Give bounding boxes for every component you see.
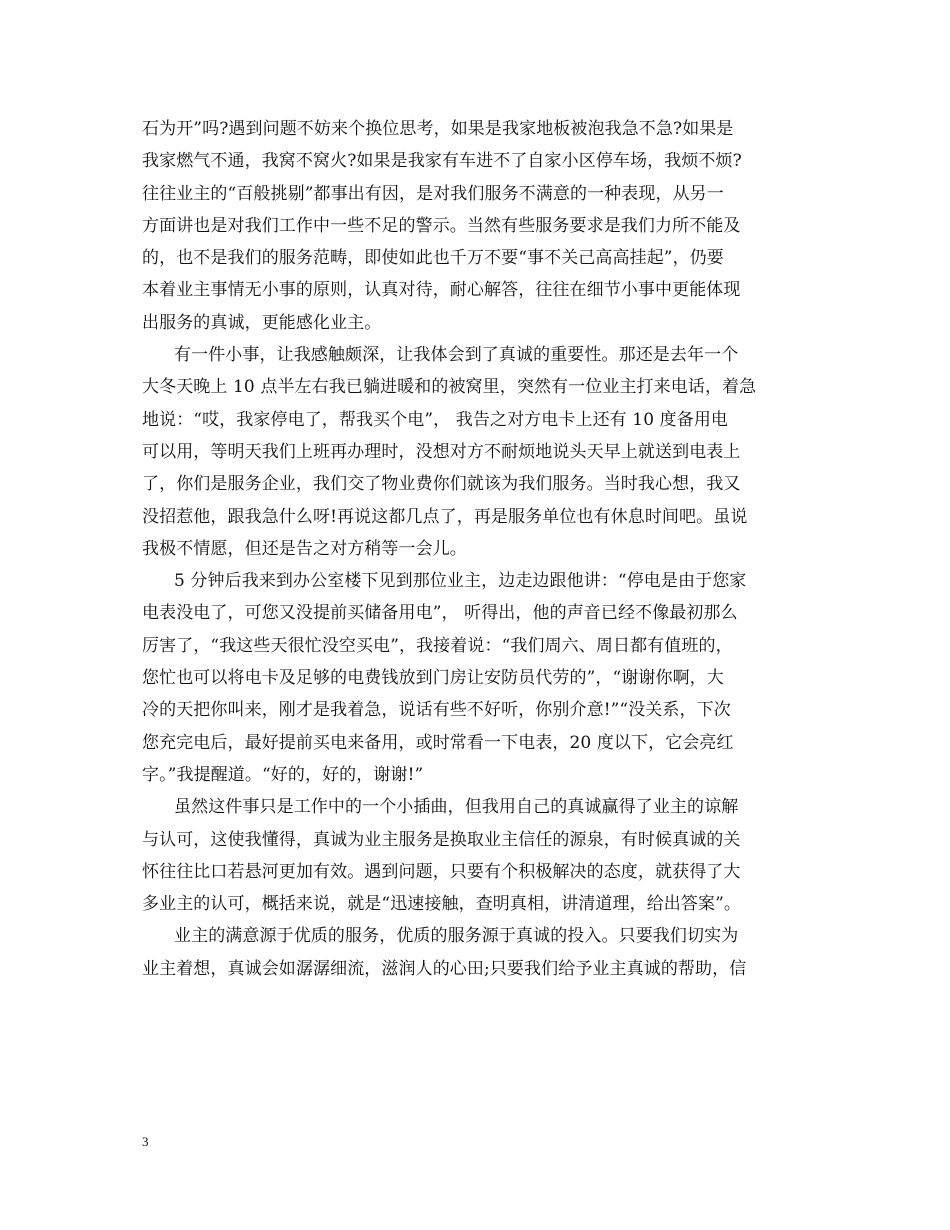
paragraph-start-line: 业主的满意源于优质的服务，优质的服务源于真诚的投入。只要我们切实为 bbox=[174, 926, 739, 947]
text-line: 业主着想，真诚会如潺潺细流，滋润人的心田;只要我们给予业主真诚的帮助，信 bbox=[142, 958, 747, 979]
text-line: 往往业主的“百般挑剔”都事出有因，是对我们服务不满意的一种表现，从另一 bbox=[142, 183, 724, 204]
text-line: 的，也不是我们的服务范畴，即使如此也千万不要“事不关己高高挂起”，仍要 bbox=[142, 248, 724, 269]
text-line: 本着业主事情无小事的原则，认真对待，耐心解答，往往在细节小事中更能体现 bbox=[142, 280, 741, 301]
paragraph-start-line: 有一件小事，让我感触颇深，让我体会到了真诚的重要性。那还是去年一个 bbox=[174, 345, 739, 366]
paragraph-start-line: 5 分钟后我来到办公室楼下见到那位业主，边走边跟他讲：“停电是由于您家 bbox=[174, 571, 747, 592]
text-line: 您忙也可以将电卡及足够的电费钱放到门房让安防员代劳的”，“谢谢你啊，大 bbox=[142, 668, 724, 689]
text-line: 冷的天把你叫来，刚才是我着急，说话有些不好听，你别介意!”“没关系，下次 bbox=[142, 700, 731, 721]
text-line: 字。”我提醒道。“好的，好的，谢谢!” bbox=[142, 764, 424, 785]
text-line: 您充完电后，最好提前买电来备用，或时常看一下电表，20 度以下，它会亮红 bbox=[142, 732, 734, 753]
text-line: 与认可，这使我懂得，真诚为业主服务是换取业主信任的源泉，有时候真诚的关 bbox=[142, 829, 741, 850]
text-line: 了，你们是服务企业，我们交了物业费你们就该为我们服务。当时我心想，我又 bbox=[142, 474, 741, 495]
text-line: 怀往往比口若悬河更加有效。遇到问题，只要有个积极解决的态度，就获得了大 bbox=[142, 861, 741, 882]
page-number: 3 bbox=[142, 1134, 149, 1149]
text-line: 没招惹他，跟我急什么呀!再说这都几点了，再是服务单位也有休息时间吧。虽说 bbox=[142, 506, 748, 527]
text-line: 出服务的真诚，更能感化业主。 bbox=[142, 312, 382, 333]
body-text bbox=[142, 113, 822, 985]
text-line: 我极不情愿，但还是告之对方稍等一会儿。 bbox=[142, 538, 467, 559]
text-line: 地说：“哎，我家停电了，帮我买个电”， 我告之对方电卡上还有 10 度备用电 bbox=[142, 409, 729, 430]
paragraph-start-line: 虽然这件事只是工作中的一个小插曲，但我用自己的真诚赢得了业主的谅解 bbox=[174, 797, 739, 818]
text-line: 厉害了，“我这些天很忙没空买电”，我接着说：“我们周六、周日都有值班的， bbox=[142, 635, 733, 656]
text-line: 大冬天晚上 10 点半左右我已躺进暖和的被窝里，突然有一位业主打来电话，着急 bbox=[142, 377, 757, 398]
text-line: 我家燃气不通，我窝不窝火?如果是我家有车进不了自家小区停车场，我烦不烦? bbox=[142, 151, 742, 172]
text-line: 电表没电了，可您又没提前买储备用电”， 听得出，他的声音已经不像最初那么 bbox=[142, 603, 738, 624]
text-line: 多业主的认可，概括来说，就是“迅速接触，查明真相，讲清道理，给出答案”。 bbox=[142, 894, 741, 915]
text-line: 石为开”吗?遇到问题不妨来个换位思考，如果是我家地板被泡我急不急?如果是 bbox=[142, 119, 734, 139]
text-line: 方面讲也是对我们工作中一些不足的警示。当然有些服务要求是我们力所不能及 bbox=[142, 215, 741, 236]
text-line: 可以用，等明天我们上班再办理时，没想对方不耐烦地说头天早上就送到电表上 bbox=[142, 441, 741, 462]
